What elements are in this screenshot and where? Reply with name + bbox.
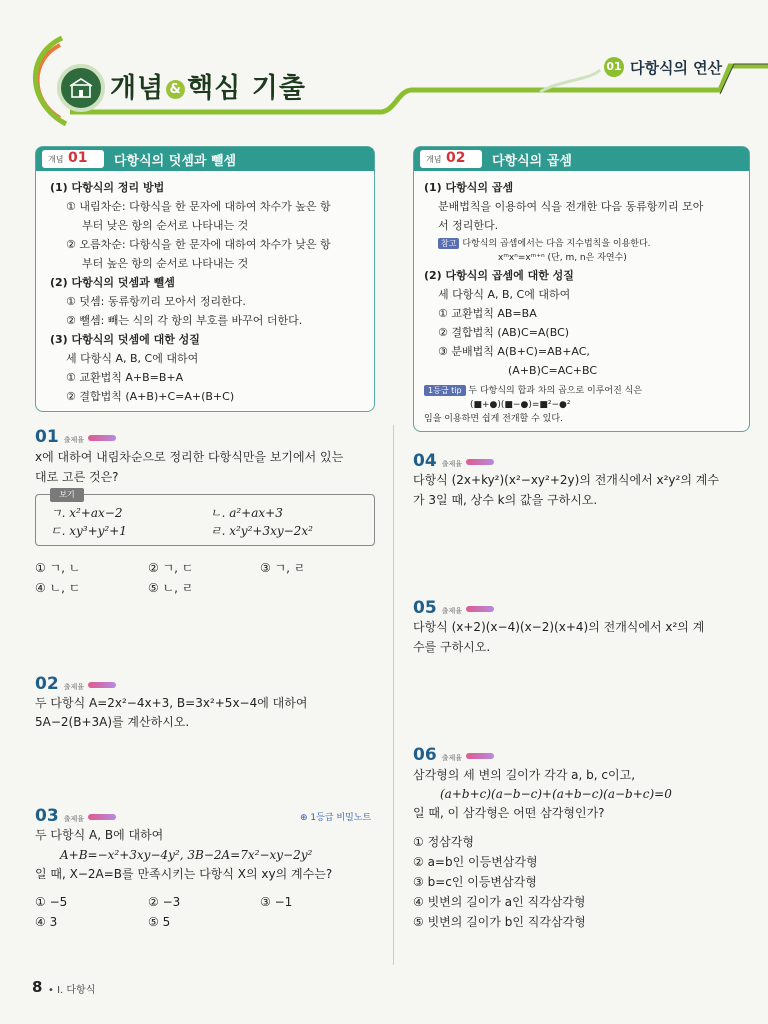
concept-line: 부터 낮은 항의 순서로 나타내는 것 [82, 219, 249, 232]
concept-tag-number: 01 [68, 150, 88, 166]
answer-option[interactable]: ④ 빗변의 길이가 a인 직각삼각형 [413, 895, 586, 909]
answer-option[interactable]: ① ㄱ, ㄴ [35, 561, 81, 575]
concept-line: ② 뺄셈: 빼는 식의 각 항의 부호를 바꾸어 더한다. [66, 314, 303, 327]
bogi-item: ㄱ. x²+ax−2 [50, 506, 123, 520]
secret-note-link[interactable]: ⊕ 1등급 비밀노트 [300, 813, 372, 823]
answer-option[interactable]: ② −3 [148, 895, 181, 909]
title-amp: & [166, 80, 185, 99]
concept-line: (1) 다항식의 정리 방법 [50, 181, 165, 194]
section-title: 다항식의 연산 [630, 59, 723, 77]
difficulty-tag: 출제율 [441, 607, 463, 615]
concept-line: 서 정리한다. [438, 219, 499, 232]
concept-line: (A+B)C=AC+BC [508, 364, 598, 377]
difficulty-tag: 출제율 [441, 460, 463, 468]
concept-line: 부터 높은 항의 순서로 나타내는 것 [82, 257, 249, 270]
problem-number: 05 [413, 598, 437, 618]
reference-tag: 참고 [438, 238, 459, 249]
difficulty-tag: 출제율 [441, 754, 463, 762]
answer-option[interactable]: ① 정삼각형 [413, 835, 474, 849]
problem-03-header [35, 806, 116, 826]
answer-option[interactable]: ② a=b인 이등변삼각형 [413, 855, 538, 869]
concept-header [36, 147, 374, 171]
title-part2: 핵심 기출 [187, 73, 306, 104]
problem-number: 06 [413, 745, 437, 765]
answer-option[interactable]: ② ㄱ, ㄷ [148, 561, 194, 575]
column-divider [393, 425, 394, 965]
difficulty-arrows-icon [466, 459, 494, 465]
answer-option[interactable]: ⑤ ㄴ, ㄹ [148, 581, 194, 595]
problem-text: 삼각형의 세 변의 길이가 각각 a, b, c이고, [413, 768, 636, 782]
section-number-badge: 01 [604, 57, 624, 77]
concept-line: (■+●)(■−●)=■²−●² [470, 400, 571, 410]
answer-option[interactable]: ④ 3 [35, 915, 58, 929]
page-title [110, 66, 306, 105]
secret-note-label: 1등급 비밀노트 [310, 813, 372, 823]
concept-line: ① 내림차순: 다항식을 한 문자에 대하여 차수가 높은 항 [66, 200, 331, 213]
bogi-item: ㄴ. a²+ax+3 [210, 506, 283, 520]
problem-text: 대로 고른 것은? [35, 470, 119, 484]
concept-tag-label: 개념 [426, 155, 442, 164]
problem-text: 수를 구하시오. [413, 640, 491, 654]
difficulty-arrows-icon [88, 814, 116, 820]
problem-text: 다항식 (2x+ky²)(x²−xy²+2y)의 전개식에서 x²y²의 계수 [413, 473, 719, 487]
difficulty-arrows-icon [466, 753, 494, 759]
problem-number: 02 [35, 674, 59, 694]
difficulty-tag: 출제율 [63, 683, 85, 691]
difficulty-tag: 출제율 [63, 436, 85, 444]
page-number: 8 [32, 978, 43, 996]
tip-tag: 1등급 tip [424, 385, 466, 396]
problem-text: 두 다항식 A, B에 대하여 [35, 828, 164, 842]
concept-tag-number: 02 [446, 150, 466, 166]
concept-line: (2) 다항식의 곱셈에 대한 성질 [424, 269, 574, 282]
answer-option[interactable]: ⑤ 빗변의 길이가 b인 직각삼각형 [413, 915, 586, 929]
problem-text: 일 때, X−2A=B를 만족시키는 다항식 X의 xy의 계수는? [35, 867, 333, 881]
concept-line: ② 결합법칙 (AB)C=A(BC) [438, 326, 570, 339]
concept-line: 분배법칙을 이용하여 식을 전개한 다음 동류항끼리 모아 [438, 200, 704, 213]
problem-text: 가 3일 때, 상수 k의 값을 구하시오. [413, 493, 598, 507]
problem-text: A+B=−x²+3xy−4y², 3B−2A=7x²−xy−2y² [60, 848, 313, 862]
answer-option[interactable]: ④ ㄴ, ㄷ [35, 581, 81, 595]
concept-header [414, 147, 749, 171]
concept-line: (3) 다항식의 덧셈에 대한 성질 [50, 333, 200, 346]
problem-text: 두 다항식 A=2x²−4x+3, B=3x²+5x−4에 대하여 [35, 696, 308, 710]
concept-line: 세 다항식 A, B, C에 대하여 [438, 288, 571, 301]
difficulty-arrows-icon [88, 435, 116, 441]
problem-02-header [35, 674, 116, 694]
bogi-label: 보기 [50, 488, 84, 502]
problem-text: (a+b+c)(a−b−c)+(a+b−c)(a−b+c)=0 [440, 787, 672, 801]
concept-tag-label: 개념 [48, 155, 64, 164]
concept-line: ③ 분배법칙 A(B+C)=AB+AC, [438, 345, 590, 358]
problem-text: 5A−2(B+3A)를 계산하시오. [35, 715, 190, 729]
title-part1: 개념 [110, 73, 165, 104]
concept-line: ② 오름차순: 다항식을 한 문자에 대하여 차수가 낮은 항 [66, 238, 331, 251]
chapter-label: • I. 다항식 [48, 985, 96, 996]
problem-number: 01 [35, 427, 59, 447]
concept-line: 임을 이용하면 쉽게 전개할 수 있다. [424, 414, 563, 424]
answer-option[interactable]: ③ −1 [260, 895, 293, 909]
difficulty-arrows-icon [466, 606, 494, 612]
difficulty-arrows-icon [88, 682, 116, 688]
concept-box-1 [35, 146, 375, 412]
problem-05-header [413, 598, 494, 618]
concept-title: 다항식의 곱셈 [492, 154, 572, 169]
answer-option[interactable]: ⑤ 5 [148, 915, 171, 929]
problem-text: 일 때, 이 삼각형은 어떤 삼각형인가? [413, 806, 605, 820]
concept-line: 세 다항식 A, B, C에 대하여 [66, 352, 199, 365]
answer-option[interactable]: ① −5 [35, 895, 68, 909]
difficulty-tag: 출제율 [63, 815, 85, 823]
concept-title: 다항식의 덧셈과 뺄셈 [114, 154, 237, 169]
problem-04-header [413, 451, 494, 471]
answer-option[interactable]: ③ b=c인 이등변삼각형 [413, 875, 537, 889]
concept-tag [42, 150, 104, 168]
concept-line: (2) 다항식의 덧셈과 뺄셈 [50, 276, 175, 289]
concept-box-2 [413, 146, 750, 432]
concept-line: 다항식의 곱셈에서는 다음 지수법칙을 이용한다. [462, 239, 651, 249]
school-logo-icon [57, 64, 105, 112]
concept-line: 두 다항식의 합과 차의 곱으로 이루어진 식은 [468, 386, 643, 396]
problem-01-header [35, 427, 116, 447]
problem-06-header [413, 745, 494, 765]
concept-line: (1) 다항식의 곱셈 [424, 181, 514, 194]
concept-tag [420, 150, 482, 168]
bogi-item: ㄷ. xy³+y²+1 [50, 524, 127, 538]
concept-line: xᵐxⁿ=xᵐ⁺ⁿ (단, m, n은 자연수) [498, 253, 627, 263]
problem-number: 03 [35, 806, 59, 826]
concept-line: ② 결합법칙 (A+B)+C=A+(B+C) [66, 390, 235, 403]
problem-text: 다항식 (x+2)(x−4)(x−2)(x+4)의 전개식에서 x²의 계 [413, 620, 705, 634]
concept-line: ① 덧셈: 동류항끼리 모아서 정리한다. [66, 295, 246, 308]
bogi-item: ㄹ. x²y²+3xy−2x² [210, 524, 313, 538]
answer-option[interactable]: ③ ㄱ, ㄹ [260, 561, 306, 575]
concept-line: ① 교환법칙 A+B=B+A [66, 371, 184, 384]
concept-line: ① 교환법칙 AB=BA [438, 307, 537, 320]
problem-text: x에 대하여 내림차순으로 정리한 다항식만을 보기에서 있는 [35, 450, 344, 464]
problem-number: 04 [413, 451, 437, 471]
